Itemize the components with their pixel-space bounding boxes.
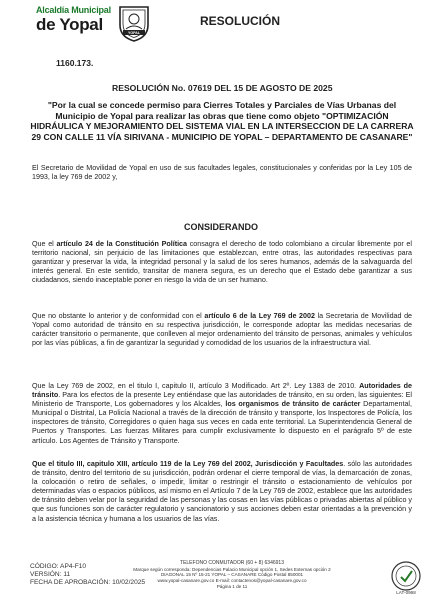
paragraph-4: Que el titulo III, capitulo XIII, artículo 119 de la Ley 769 del 2002, Jurisdicción y Facultades. sólo las autoridades de tránsito, dentro del territorio de su jurisdicción, podrán ordenar el cierre temporal de vías, la demarcación de zonas, la colocación o retiro de señales, o impedir, limitar o restringir el tránsito o estacionamiento de vehículos por determinadas vías o espacios públicos, así mismo en el Artículo 7 de la Ley 769 de 2002, establece que las autoridades de tránsito deben velar por la seguridad de las personas y las cosas en las vías públicas o privadas abiertas al público y que sus funciones son de carácter regulatorio y sancionatorio y sus acciones deben estar orientadas a la prevención y a la asistencia técnica y humana a los usuarios de las vías. — [32, 460, 412, 523]
phone-line: TELEFONO CONMUTADOR (60 + 8) 6346913 — [180, 560, 284, 566]
document-version-label: VERSIÓN: 11 — [30, 571, 71, 578]
seal-label: YOPAL — [127, 31, 141, 35]
options-line: Marque según corresponda: Dependencias Palacio Municipal opción 1, Sedes Externas opción 2 — [133, 566, 331, 572]
page-number: Página 1 de 11 — [216, 583, 248, 589]
paragraph-3: Que la Ley 769 de 2002, en el titulo I, capitulo II, artículo 3 Modificado. Art 2º. Ley 1383 de 2010. Autoridades de tránsito. Para los efectos de la presente Ley entiéndase que las autoridades de tránsito, en su orden, las siguientes: El Ministerio de Transporte, Los gobernadores y los Alcaldes, los organismos de tránsito de carácter Departamental, Municipal o Distrital, La Policía Nacional a través de la dirección de tránsito y transporte, los Inspectores de Policía, los inspectores de tránsito, Corregidores o quien haga sus veces en cada ente territorial. La Superintendencia General de Puertos y Transportes. Las fuerzas Militares para cumplir exclusivamente lo dispuesto en el parágrafo 5º de este artículo. Los Agentes de Tránsito y Transporte. — [32, 382, 413, 445]
paragraph-1: Que el artículo 24 de la Constitución Política consagra el derecho de todo colombiano a circular libremente por el territorio nacional, sin perjuicio de las limitaciones que establezcan, entre otras, las autoridades respectivas para garantizar y preservar la vida, la integridad personal y la salud de los seres humanos, además de la salvaguarda del interés general. En este sentido, transitar de manera segura, es un derecho que el Estado debe garantizar a sus ciudadanos, siendo inaceptable poner en riesgo la vida de un ser humano. — [32, 240, 412, 285]
intro-paragraph: El Secretario de Movilidad de Yopal en uso de sus facultades legales, constitucionales y conferidas por la Ley 105 de 1993, la ley 769 de 2002 y, — [32, 164, 412, 182]
resolution-title: RESOLUCIÓN No. 07619 DEL 15 DE AGOSTO DE 2025 — [112, 83, 333, 93]
certification-code: LAT-0968 — [396, 590, 416, 595]
approval-date-label: FECHA DE APROBACIÓN: 10/02/2025 — [30, 579, 146, 586]
municipality-logo — [36, 6, 111, 33]
web-email-line[interactable]: www.yopal-casanare.gov.co E-mail: contactenos@yopal-casanare.gov.co — [157, 578, 307, 584]
logo-small-text: Alcaldía Municipal — [36, 5, 111, 15]
paragraph-2: Que no obstante lo anterior y de conformidad con el artículo 6 de la Ley 769 de 2002 la Secretaria de Movilidad de Yopal como autoridad de tránsito en su respectiva jurisdicción, le corresponde adoptar las medidas necesarias de carácter transitorio o permanente, que conlleven al mejor ordenamiento del tránsito de personas, animales y vehículos por las vías públicas, a fin de garantizar la seguridad y comodidad de los usuarios de la infraestructura vial. — [32, 312, 413, 348]
municipal-seal-icon — [114, 3, 154, 43]
document-code: 1160.173. — [56, 58, 94, 68]
document-code-label: CÓDIGO: AP4-F10 — [30, 563, 87, 570]
certification-logo-icon — [390, 560, 422, 592]
considering-heading: CONSIDERANDO — [183, 222, 258, 232]
resolution-subject: "Por la cual se concede permiso para Cierres Totales y Parciales de Vías Urbanas del Municipio de Yopal para realizar las obras que tiene como objeto "OPTIMIZACIÓN HIDRÁULICA Y MEJORAMIENTO DEL SISTEMA VIAL EN LA INTERSECCION DE LA CARRERA 29 CON CALLE 11 VÍA SIRIVANA - MUNICIPIO DE YOPAL – DEPARTAMENTO DE CASANARE" — [30, 100, 414, 142]
document-type: RESOLUCIÓN — [200, 14, 281, 28]
contact-info — [112, 561, 352, 590]
address-line: DIAGONAL 15 Nº 15-21 YOPAL – CASANARE Código Postal 850001 — [160, 572, 304, 578]
logo-big-text: de Yopal — [36, 15, 103, 34]
